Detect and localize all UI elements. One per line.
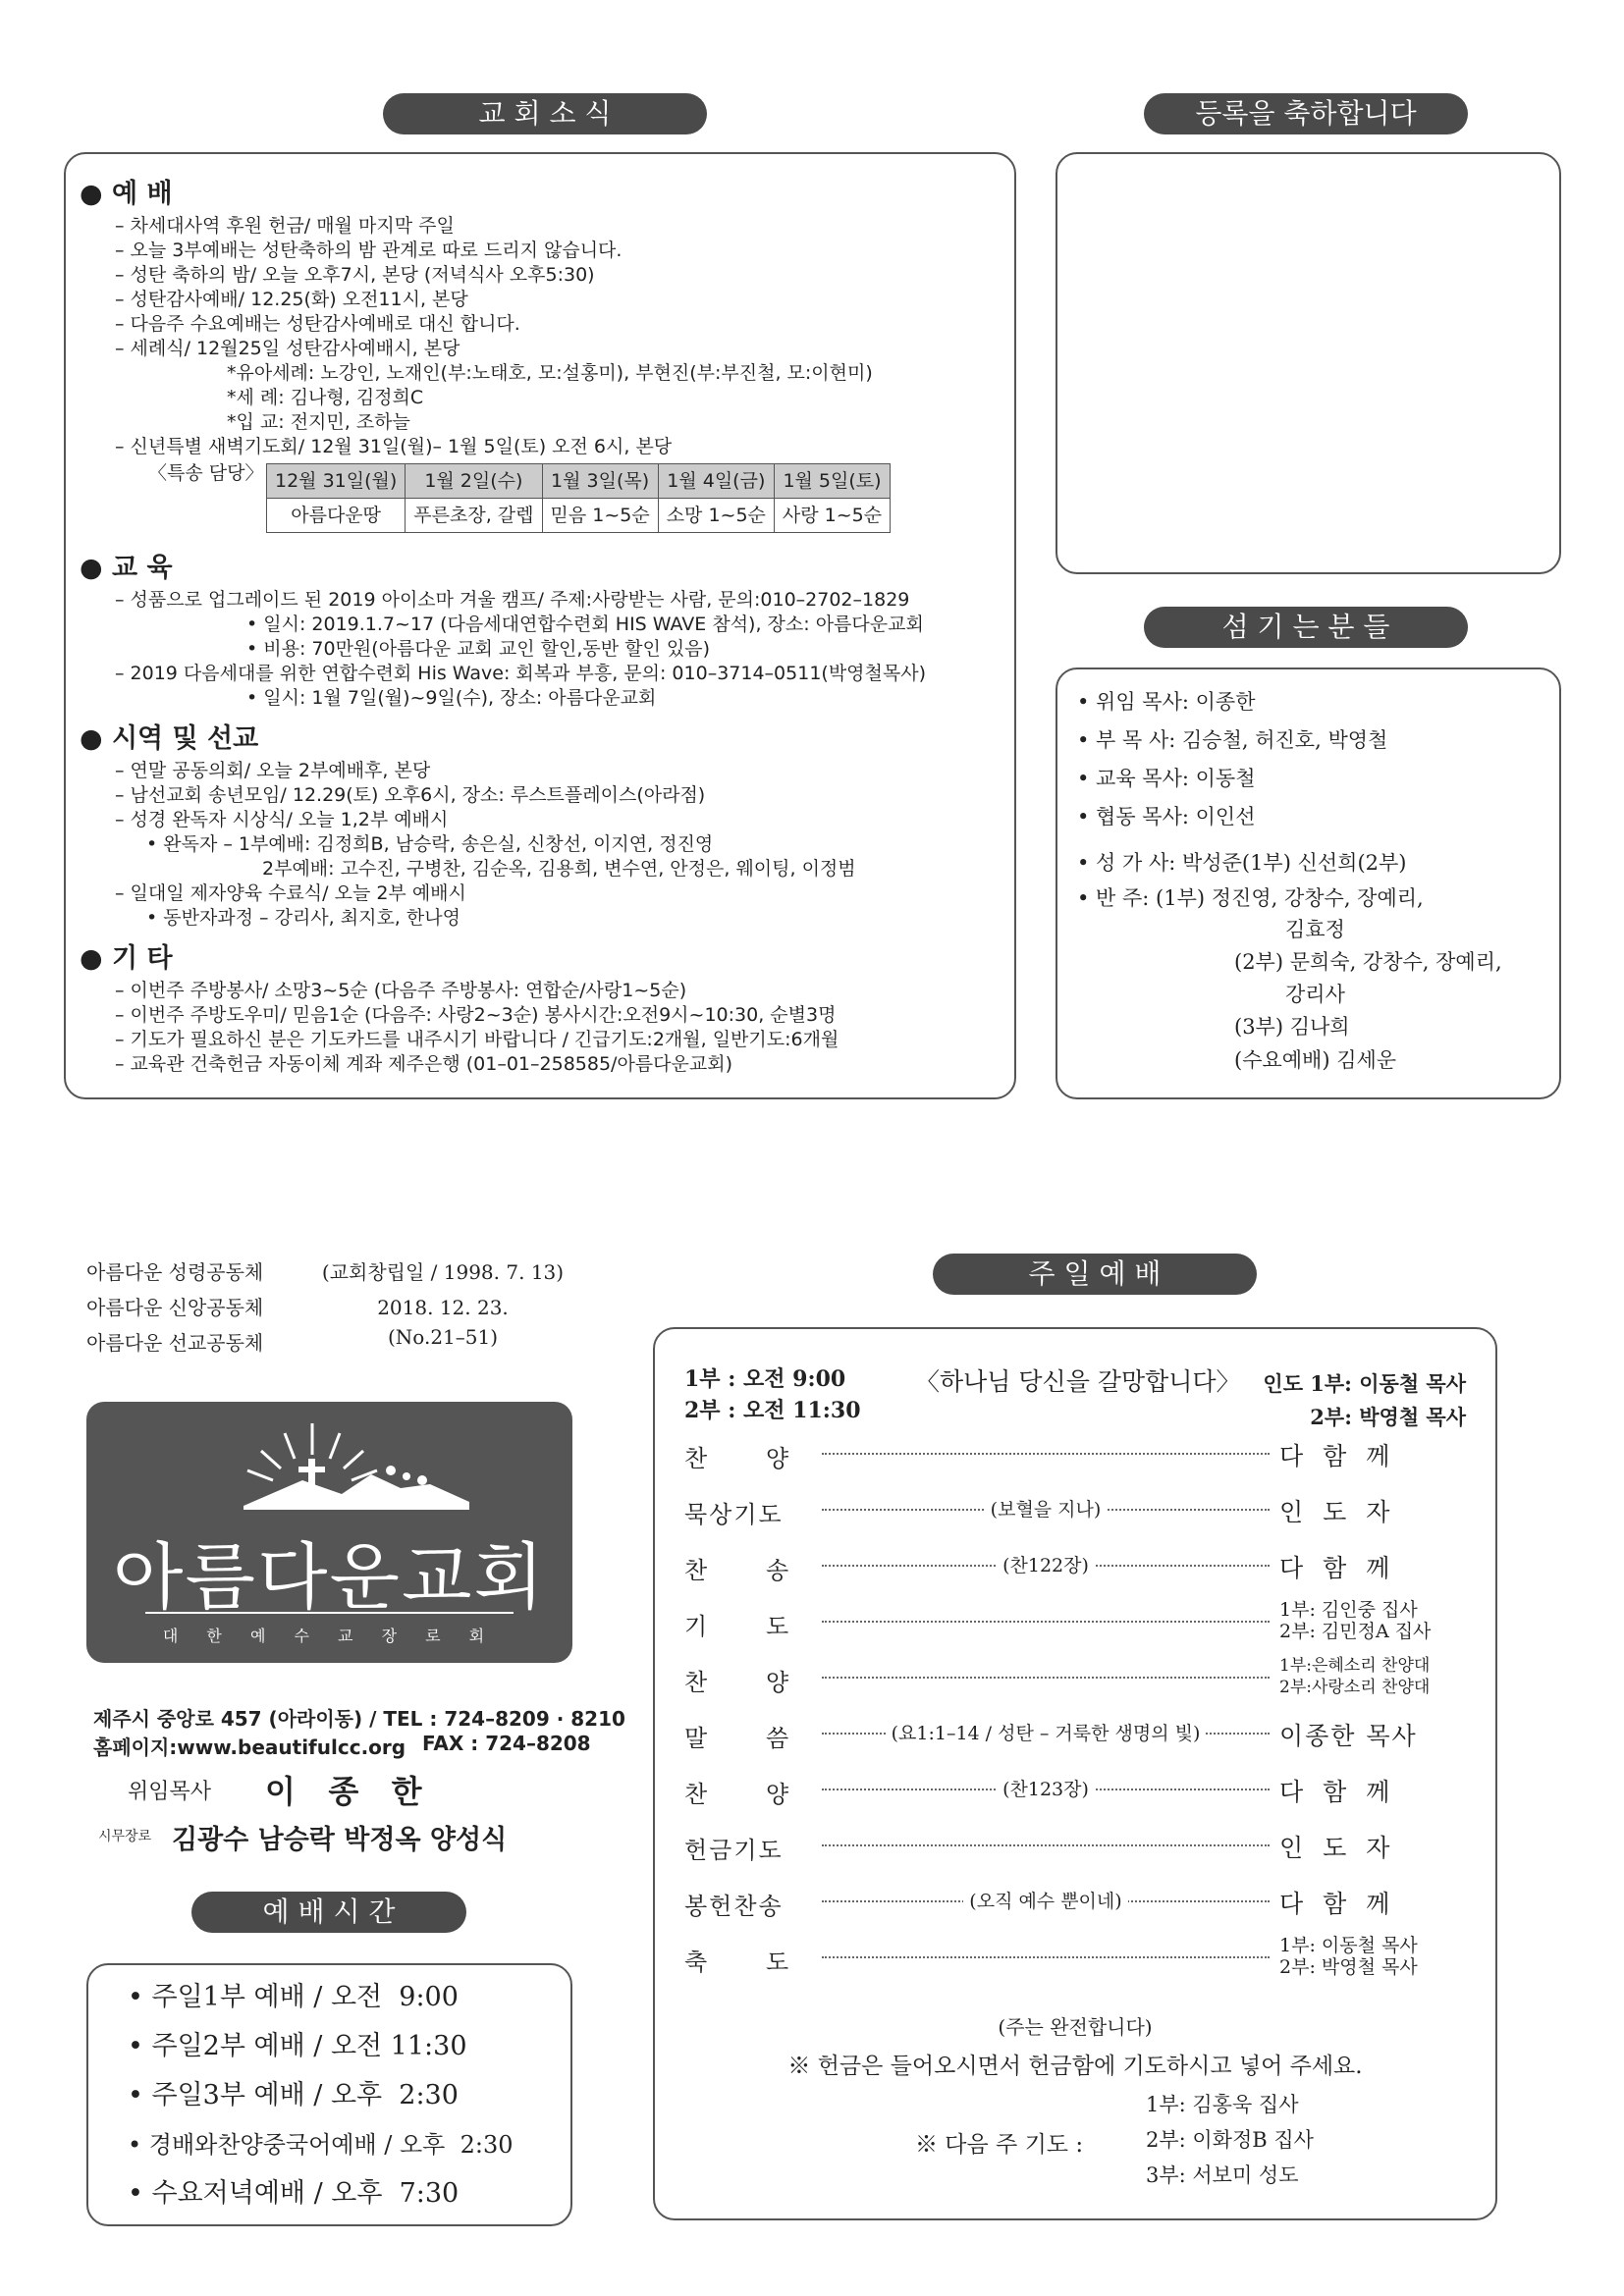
mission-section-title: ● 시역 및 선교: [80, 723, 259, 754]
news-line: – 이번주 주방봉사/ 소망3~5순 (다음주 주방봉사: 연합순/사랑1~5순): [115, 980, 687, 1001]
order-detail: (요1:1–14 / 성탄 – 거룩한 생명의 빛): [886, 1723, 1207, 1744]
order-name: 찬 양: [684, 1669, 791, 1696]
leader-1: 인도 1부: 이동철 목사: [1263, 1371, 1466, 1396]
order-row-praise-2: [684, 1769, 1466, 1808]
order-person-1: 1부: 이동철 목사: [1279, 1935, 1418, 1956]
news-line: – 다음주 수요예배는 성탄감사예배로 대신 합니다.: [115, 313, 520, 335]
order-person: [1279, 1599, 1466, 1642]
cross-mountain-icon: [234, 1415, 479, 1514]
church-news-header: 교 회 소 식: [383, 93, 707, 134]
offering-note: ※ 헌금은 들어오시면서 헌금함에 기도하시고 넣어 주세요.: [787, 2054, 1363, 2079]
order-person: 이종한 목사: [1279, 1722, 1418, 1750]
worship-time-item: • 수요저녁예배 / 오후 7:30: [128, 2178, 460, 2209]
news-line: – 세례식/ 12월25일 성탄감사예배시, 본당: [115, 338, 460, 359]
education-section-title: ● 교 육: [80, 553, 173, 583]
service-time-1: 1부 : 오전 9:00: [684, 1366, 846, 1392]
logo-denomination: 대 한 예 수 교 장 로 회: [162, 1627, 497, 1645]
servant-row: 김효정: [1285, 918, 1345, 941]
next-prayer-person: 1부: 김홍욱 집사: [1146, 2093, 1299, 2116]
order-detail: (찬123장): [997, 1779, 1095, 1800]
special-day: 1월 4일(금): [658, 464, 774, 499]
worship-times-header: 예 배 시 간: [191, 1892, 466, 1933]
order-dots: [822, 1956, 1270, 1958]
servant-row: • 부 목 사: 김승철, 허진호, 박영철: [1077, 728, 1388, 752]
special-group: 푸른초장, 갈렙: [406, 499, 542, 533]
servant-row: • 성 가 사: 박성준(1부) 신선희(2부): [1077, 851, 1407, 875]
order-detail: (찬122장): [997, 1555, 1095, 1576]
order-dots: [822, 1453, 1270, 1455]
order-row-sermon: [684, 1713, 1466, 1752]
sermon-theme: 〈하나님 당신을 갈망합니다〉: [915, 1367, 1241, 1396]
church-fax: FAX : 724–8208: [422, 1732, 591, 1755]
next-week-prayer-label: ※ 다음 주 기도 :: [915, 2132, 1084, 2158]
order-row-meditation: [684, 1489, 1466, 1528]
sunday-worship-header: 주 일 예 배: [933, 1254, 1257, 1295]
special-group: 아름다운땅: [267, 499, 406, 533]
bulletin-date: 2018. 12. 23.: [377, 1296, 509, 1319]
order-person-2: 2부:사랑소리 찬양대: [1279, 1678, 1431, 1697]
order-name: 기 도: [684, 1613, 791, 1640]
news-line: – 2019 다음세대를 위한 연합수련회 His Wave: 회복과 부흥, 문의: 010–3714–0511(박영철목사): [115, 663, 926, 684]
service-time-2: 2부 : 오전 11:30: [684, 1398, 861, 1423]
pastor-name: 이 종 한: [265, 1773, 422, 1810]
servant-row: • 협동 목사: 이인선: [1077, 805, 1256, 828]
order-row-benediction: [684, 1937, 1466, 1976]
community-line: 아름다운 신앙공동체: [86, 1296, 264, 1319]
special-day: 1월 3일(목): [542, 464, 658, 499]
next-prayer-person: 2부: 이화정B 집사: [1146, 2128, 1314, 2152]
logo-divider: [145, 1612, 514, 1614]
order-detail: (오직 예수 뿐이네): [963, 1891, 1127, 1912]
servant-row: (2부) 문희숙, 강창수, 장예리,: [1234, 950, 1502, 974]
order-person-2: 2부: 박영철 목사: [1279, 1956, 1418, 1978]
next-week-prayer-list: [1146, 2087, 1314, 2193]
order-row-prayer: [684, 1601, 1466, 1640]
news-line: – 오늘 3부예배는 성탄축하의 밤 관계로 따로 드리지 않습니다.: [115, 240, 623, 261]
worship-section: [80, 214, 1001, 540]
order-name: 찬 양: [684, 1781, 791, 1808]
order-name: 헌금기도: [684, 1837, 784, 1864]
news-line: – 성품으로 업그레이드 된 2019 아이소마 겨울 캠프/ 주제:사랑받는 사람, 문의:010–2702–1829: [115, 589, 910, 611]
order-dots: [822, 1621, 1270, 1623]
order-dots: [822, 1677, 1270, 1679]
news-line: – 남선교회 송년모임/ 12.29(토) 오후6시, 장소: 루스트플레이스(아라점): [115, 784, 706, 806]
servant-row: • 반 주: (1부) 정진영, 강창수, 장예리,: [1077, 886, 1424, 910]
order-row-offering-prayer: [684, 1825, 1466, 1864]
news-line: – 기도가 필요하신 분은 기도카드를 내주시기 바랍니다 / 긴급기도:2개월, 일반기도:6개월: [115, 1029, 839, 1050]
church-address: 제주시 중앙로 457 (아라이동) / TEL : 724–8209 · 8210: [93, 1707, 625, 1731]
worship-times-list: [128, 1973, 570, 2218]
news-line: – 성탄감사예배/ 12.25(화) 오전11시, 본당: [115, 289, 468, 310]
news-line: – 차세대사역 후원 헌금/ 매월 마지막 주일: [115, 215, 455, 237]
news-line: • 일시: 1월 7일(월)~9일(수), 장소: 아름다운교회: [246, 687, 657, 709]
news-line: • 동반자과정 – 강리사, 최지호, 한나영: [146, 907, 460, 929]
worship-time-item: • 주일2부 예배 / 오전 11:30: [128, 2031, 467, 2061]
order-row-choir: [684, 1657, 1466, 1696]
order-name: 말 씀: [684, 1725, 791, 1752]
order-name: 축 도: [684, 1949, 791, 1976]
order-name: 묵상기도: [684, 1501, 784, 1528]
servant-row: (수요예배) 김세운: [1234, 1048, 1397, 1072]
community-line: 아름다운 성령공동체: [86, 1260, 264, 1284]
news-line: – 연말 공동의회/ 오늘 2부예배후, 본당: [115, 760, 431, 781]
education-section: [80, 588, 1001, 711]
logo-church-name: 아름다운교회: [113, 1535, 546, 1620]
special-group: 소망 1~5순: [658, 499, 774, 533]
news-line: 2부예배: 고수진, 구병찬, 김순옥, 김용희, 변수연, 안정은, 웨이팅, 이정범: [262, 858, 856, 880]
order-person-1: 1부: 김인중 집사: [1279, 1599, 1418, 1621]
order-person-1: 1부:은혜소리 찬양대: [1279, 1656, 1431, 1676]
baptism-line: *유아세례: 노강인, 노재인(부:노태호, 모:설홍미), 부현진(부:부진철, 모:이현미): [227, 362, 873, 384]
order-person: 인도자: [1279, 1498, 1410, 1526]
news-line: • 완독자 – 1부예배: 김정희B, 남승락, 송은실, 신창선, 이지연, 정진영: [146, 833, 714, 855]
community-list: [86, 1255, 263, 1361]
next-prayer-person: 3부: 서보미 성도: [1146, 2163, 1299, 2187]
pastor-label: 위임목사: [128, 1780, 212, 1804]
order-person: 다함께: [1279, 1890, 1410, 1918]
order-dots: [822, 1844, 1270, 1846]
servant-row: (3부) 김나희: [1234, 1015, 1350, 1039]
closing-hymn-note: (주는 완전합니다): [998, 2015, 1153, 2039]
news-line: – 성탄 축하의 밤/ 오늘 오후7시, 본당 (저녁식사 오후5:30): [115, 264, 595, 286]
order-person: 다함께: [1279, 1778, 1410, 1806]
special-group: 믿음 1~5순: [542, 499, 658, 533]
order-person: [1279, 1655, 1466, 1698]
elders-label: 시무장로: [98, 1829, 152, 1844]
order-person: [1279, 1935, 1466, 1978]
order-person-2: 2부: 김민정A 집사: [1279, 1621, 1432, 1642]
church-news-box: [64, 152, 1016, 1099]
registration-box: [1056, 152, 1561, 574]
order-name: 찬 송: [684, 1557, 791, 1584]
servant-row: • 위임 목사: 이종한: [1077, 690, 1256, 714]
news-line: – 이번주 주방도우미/ 믿음1순 (다음주: 사랑2~3순) 봉사시간:오전9시~10:30, 순별3명: [115, 1004, 837, 1026]
news-line: – 성경 완독자 시상식/ 오늘 1,2부 예배시: [115, 809, 449, 830]
worship-section-title: ● 예 배: [80, 179, 173, 209]
special-day: 12월 31일(월): [267, 464, 406, 499]
special-group: 사랑 1~5순: [774, 499, 890, 533]
etc-section: [80, 979, 1001, 1077]
order-name: 찬 양: [684, 1445, 791, 1472]
special-day: 1월 5일(토): [774, 464, 890, 499]
servant-row: 강리사: [1285, 983, 1345, 1006]
order-row-offering-hymn: [684, 1881, 1466, 1920]
mission-section: [80, 759, 1001, 931]
special-song-table: [266, 463, 891, 533]
servants-header: 섬 기 는 분 들: [1144, 607, 1468, 648]
servant-row: • 교육 목사: 이동철: [1077, 767, 1256, 790]
founded-date: (교회창립일 / 1998. 7. 13): [321, 1260, 565, 1284]
bulletin-info: [310, 1255, 575, 1355]
leader-2: 2부: 박영철 목사: [1310, 1405, 1466, 1429]
community-line: 아름다운 선교공동체: [86, 1331, 264, 1355]
order-person: 인도자: [1279, 1834, 1410, 1862]
order-row-praise: [684, 1433, 1466, 1472]
worship-time-item: • 주일3부 예배 / 오후 2:30: [128, 2080, 459, 2110]
servants-list: [1077, 683, 1559, 1077]
worship-time-item: • 주일1부 예배 / 오전 9:00: [128, 1982, 459, 2012]
order-person: 다함께: [1279, 1442, 1410, 1470]
news-line: – 일대일 제자양육 수료식/ 오늘 2부 예배시: [115, 882, 466, 904]
baptism-line: *세 례: 김나형, 김정희C: [227, 387, 424, 408]
special-song-label: 〈특송 담당〉: [148, 462, 264, 484]
worship-times-box: [86, 1963, 572, 2226]
bulletin-issue: (No.21–51): [387, 1325, 499, 1349]
church-homepage: 홈페이지:www.beautifulcc.org: [93, 1735, 406, 1759]
worship-time-item: • 경배와찬양중국어예배 / 오후 2:30: [128, 2131, 514, 2159]
etc-section-title: ● 기 타: [80, 943, 173, 974]
order-row-hymn: [684, 1545, 1466, 1584]
servants-box: [1056, 667, 1561, 1099]
special-day: 1월 2일(수): [406, 464, 542, 499]
baptism-line: *입 교: 전지민, 조하늘: [227, 411, 410, 433]
order-name: 봉헌찬송: [684, 1893, 784, 1920]
elders-names: 김광수 남승락 박정옥 양성식: [172, 1825, 508, 1855]
order-detail: (보혈을 지나): [985, 1499, 1108, 1521]
order-person: 다함께: [1279, 1554, 1410, 1582]
news-line: • 일시: 2019.1.7~17 (다음세대연합수련회 HIS WAVE 참석), 장소: 아름다운교회: [246, 614, 924, 635]
church-logo: [86, 1402, 572, 1663]
dawn-prayer-line: – 신년특별 새벽기도회/ 12월 31일(월)– 1월 5일(토) 오전 6시, 본당: [115, 436, 673, 457]
sunday-worship-box: [653, 1327, 1497, 2220]
registration-header: 등록을 축하합니다: [1144, 93, 1468, 134]
news-line: – 교육관 건축헌금 자동이체 계좌 제주은행 (01–01–258585/아름다운교회): [115, 1053, 732, 1075]
news-line: • 비용: 70만원(아름다운 교회 교인 할인,동반 할인 있음): [246, 638, 711, 660]
